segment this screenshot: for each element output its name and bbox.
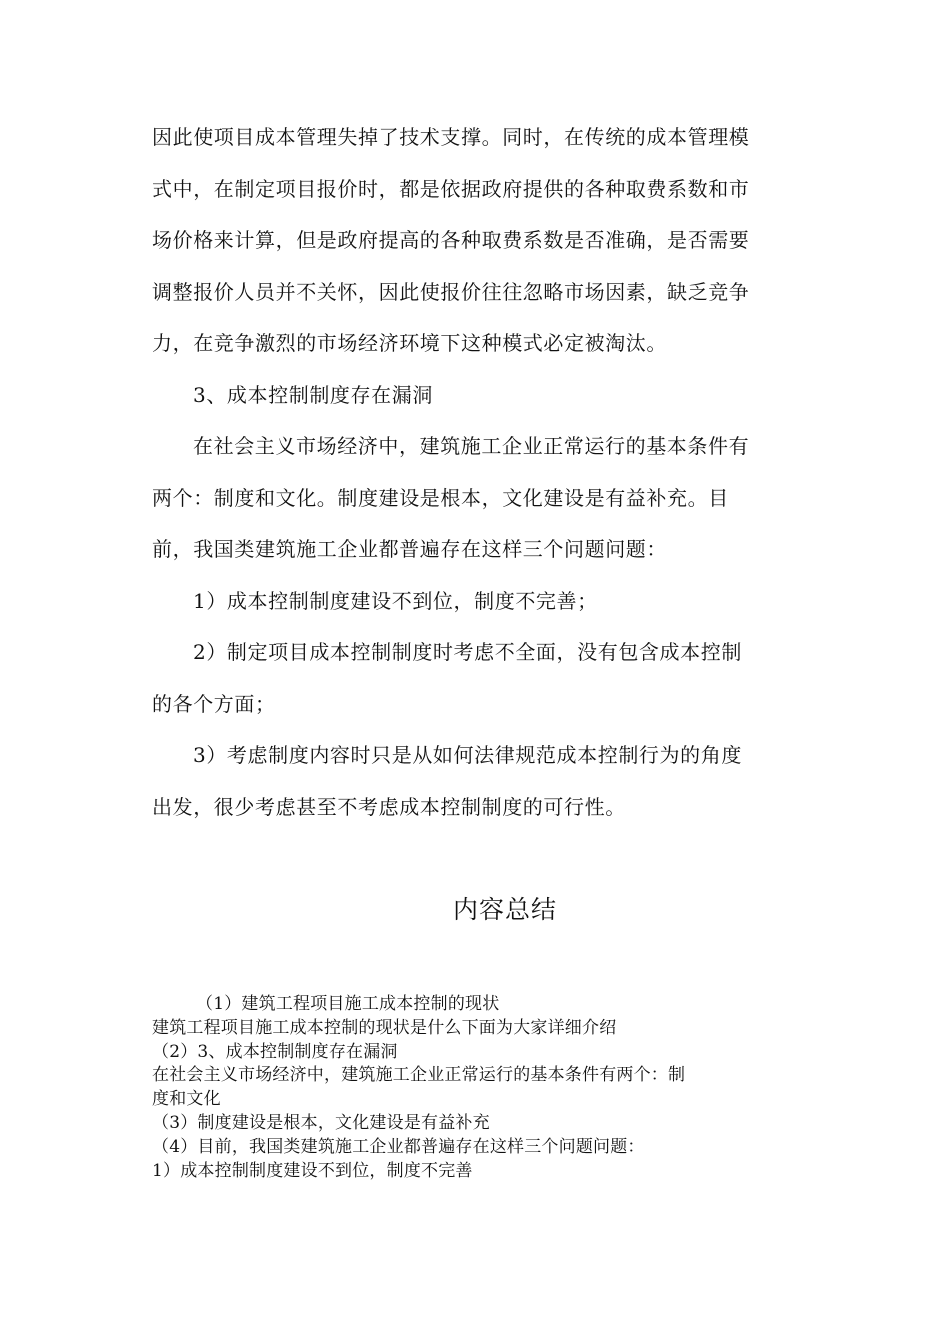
- paragraph-line: 两个：制度和文化。制度建设是根本，文化建设是有益补充。目: [152, 485, 729, 510]
- list-item-continuation: 出发，很少考虑甚至不考虑成本控制制度的可行性。: [152, 794, 626, 819]
- list-item: 3）考虑制度内容时只是从如何法律规范成本控制行为的角度: [193, 743, 742, 767]
- section-heading: 3、成本控制制度存在漏洞: [193, 382, 433, 407]
- paragraph-line: 调整报价人员并不关怀，因此使报价往往忽略市场因素，缺乏竞争: [152, 279, 750, 304]
- paragraph-line: 因此使项目成本管理失掉了技术支撑。同时，在传统的成本管理模: [152, 125, 750, 149]
- paragraph-line: 场价格来计算，但是政府提高的各种取费系数是否准确，是否需要: [152, 228, 750, 252]
- paragraph-line: 力，在竞争激烈的市场经济环境下这种模式必定被淘汰。: [152, 331, 667, 355]
- body-text: [152, 112, 802, 833]
- summary-line: 1）成本控制制度建设不到位，制度不完善: [152, 1160, 473, 1181]
- list-item-continuation: 的各个方面；: [152, 691, 276, 716]
- summary-title: 内容总结: [452, 895, 557, 924]
- summary-line: （3）制度建设是根本，文化建设是有益补充: [152, 1112, 490, 1133]
- list-item: 1）成本控制制度建设不到位，制度不完善；: [193, 588, 598, 613]
- summary-line: （4）目前，我国类建筑施工企业都普遍存在这样三个问题问题：: [152, 1136, 645, 1157]
- list-item: 2）制定项目成本控制制度时考虑不全面，没有包含成本控制: [193, 640, 742, 664]
- summary-line: 建筑工程项目施工成本控制的现状是什么下面为大家详细介绍: [152, 1017, 617, 1038]
- summary-line: （2）3、成本控制制度存在漏洞: [152, 1041, 398, 1062]
- summary-section: [152, 993, 802, 1183]
- paragraph-line: 在社会主义市场经济中，建筑施工企业正常运行的基本条件有: [193, 434, 750, 458]
- summary-line: （1）建筑工程项目施工成本控制的现状: [196, 994, 500, 1014]
- paragraph-line: 式中，在制定项目报价时，都是依据政府提供的各种取费系数和市: [152, 176, 750, 201]
- paragraph-line: 前，我国类建筑施工企业都普遍存在这样三个问题问题：: [152, 537, 667, 561]
- summary-line: 在社会主义市场经济中，建筑施工企业正常运行的基本条件有两个：制: [152, 1065, 686, 1086]
- summary-line: 度和文化: [152, 1089, 221, 1110]
